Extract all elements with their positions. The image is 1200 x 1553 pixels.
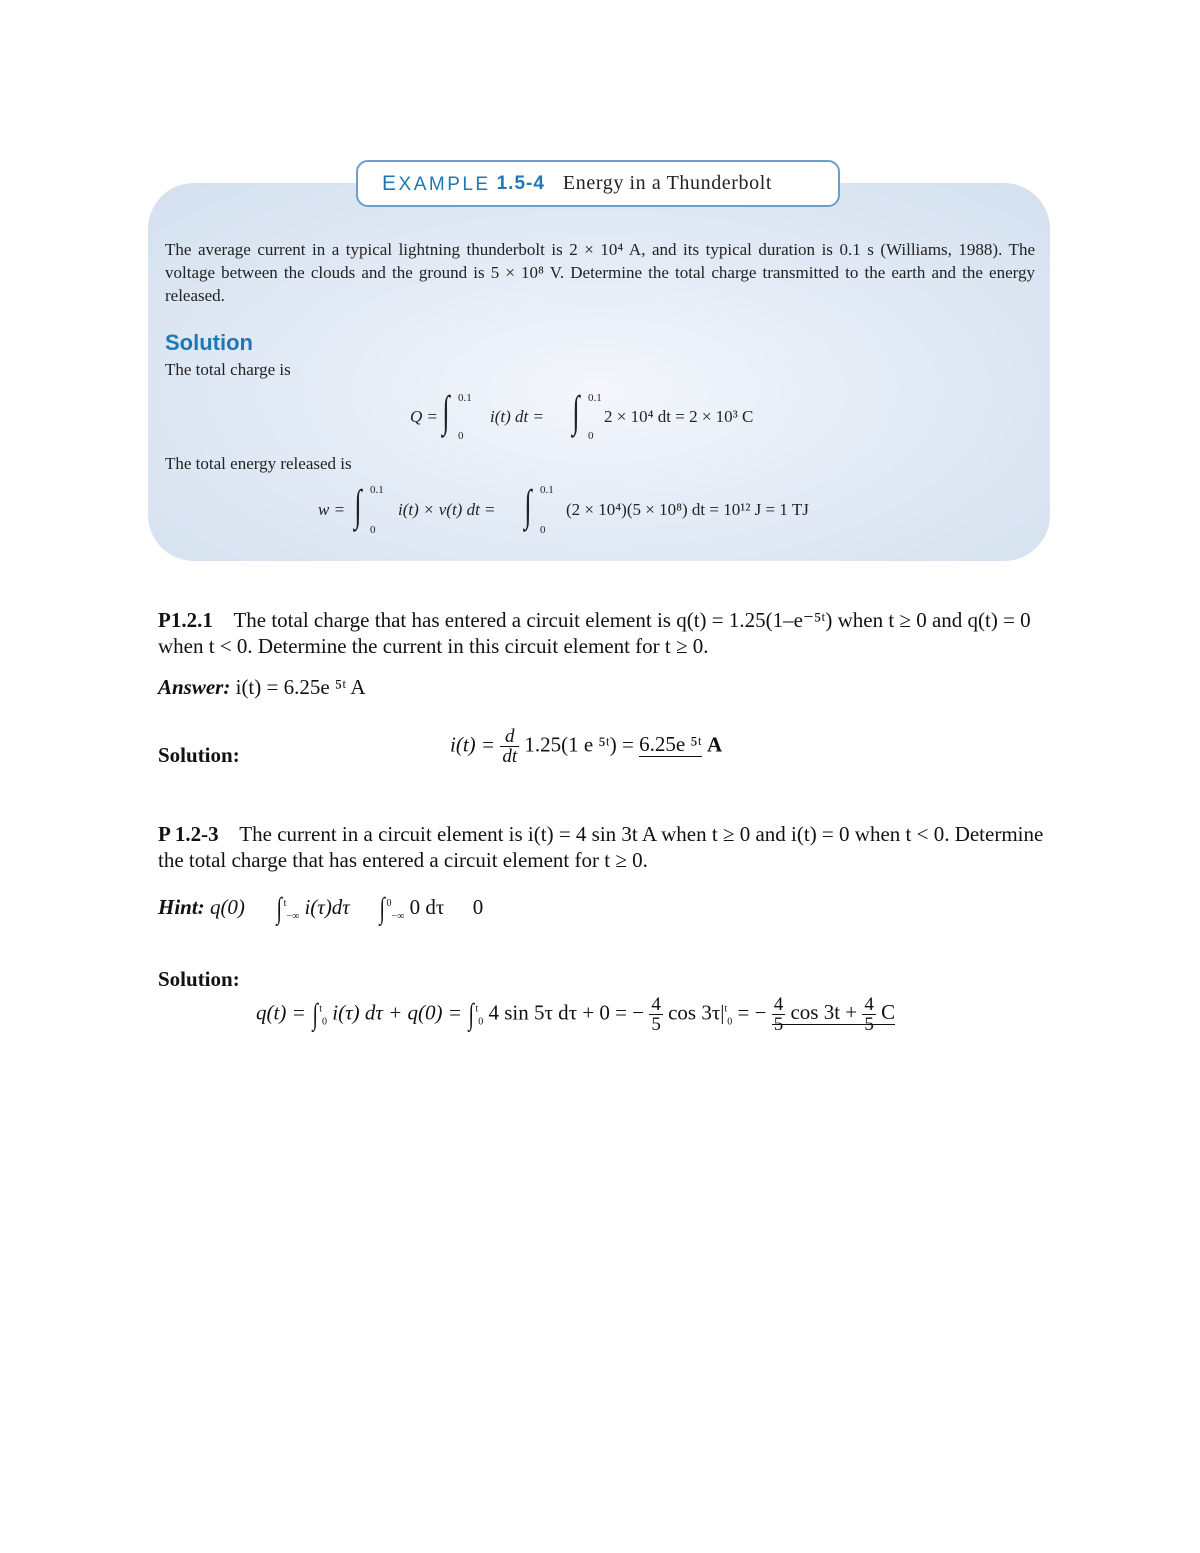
example-problem-text: The average current in a typical lightning thunderbolt is 2 × 10⁴ A, and its typical duration is 0.1 s (Williams, 1988). The voltage between the clouds and the ground is 5 × 10⁸ V. Determine the total charge transmitted to the earth and the energy released. bbox=[165, 240, 1035, 305]
integral-sign: ∫ bbox=[468, 997, 474, 1031]
sol-result: 6.25e ⁵ᵗ bbox=[639, 732, 702, 757]
final-result bbox=[772, 994, 896, 1035]
frac-den: dt bbox=[502, 746, 518, 767]
hint-lim-up: 0 bbox=[386, 897, 392, 909]
hint-int1: i(τ)dτ bbox=[304, 894, 350, 919]
sol-part2: i(τ) dτ + q(0) = bbox=[332, 1000, 462, 1025]
frac-num: d bbox=[504, 726, 515, 747]
integral-sign: ∫ bbox=[572, 387, 580, 436]
sol-lhs: i(t) = bbox=[450, 732, 496, 757]
answer-text: i(t) = 6.25e ⁵ᵗ A bbox=[235, 675, 366, 699]
solution-label: Solution: bbox=[158, 967, 240, 991]
hint-line bbox=[158, 892, 483, 932]
answer-line bbox=[158, 674, 1058, 700]
charge-eq-right: 2 × 10⁴ dt = 2 × 10³ C bbox=[604, 407, 754, 426]
hint-int2: 0 dτ bbox=[409, 894, 445, 919]
lim-low: 0 bbox=[322, 1016, 327, 1028]
hint-lim-up: t bbox=[283, 897, 287, 909]
energy-intro: The total energy released is bbox=[165, 454, 352, 473]
hint-q0: q(0) bbox=[209, 894, 245, 919]
sol-part1: q(t) = bbox=[256, 1000, 306, 1025]
answer-label: Answer: bbox=[158, 675, 231, 699]
frac-num: 4 bbox=[864, 994, 874, 1015]
charge-eq-integrand: i(t) dt = bbox=[490, 407, 544, 426]
hint-lim-low: −∞ bbox=[391, 911, 405, 922]
problem-label: P1.2.1 bbox=[158, 608, 213, 632]
sol-unit: A bbox=[707, 732, 723, 757]
problem-p1-2-1 bbox=[158, 607, 1058, 659]
frac-den: 5 bbox=[773, 1014, 784, 1035]
integral-sign: ∫ bbox=[442, 387, 450, 436]
frac-den: 5 bbox=[651, 1014, 661, 1035]
hint-label: Hint: bbox=[158, 894, 205, 919]
frac-den: 5 bbox=[864, 1014, 874, 1035]
integral-sign: ∫ bbox=[276, 892, 283, 925]
hint-result: 0 bbox=[472, 894, 484, 919]
charge-eq-left: Q = bbox=[410, 407, 438, 426]
energy-eq-integrand: i(t) × v(t) dt = bbox=[398, 500, 496, 519]
sol-unit: C bbox=[881, 1000, 896, 1025]
example-label-rest: XAMPLE bbox=[398, 173, 491, 195]
frac-num: 4 bbox=[651, 994, 661, 1015]
problem-text: The current in a circuit element is i(t) = 4 sin 3t A when t ≥ 0 and i(t) = 0 when t < 0. Determine the total charge that has entered a circuit element for t ≥ 0. bbox=[158, 822, 1044, 872]
upper-limit: 0.1 bbox=[540, 484, 554, 496]
lower-limit: 0 bbox=[588, 430, 594, 442]
fraction bbox=[649, 995, 663, 1034]
problem-text: The total charge that has entered a circuit element is q(t) = 1.25(1–e⁻⁵ᵗ) when t ≥ 0 and q(t) = 0 when t < 0. Determine the current in this circuit element for t ≥ 0. bbox=[158, 608, 1031, 658]
upper-limit: 0.1 bbox=[458, 392, 472, 404]
lim-up: t bbox=[475, 1003, 479, 1015]
sol-part4: cos 3τ| bbox=[668, 1000, 725, 1025]
lim-low: 0 bbox=[727, 1016, 733, 1028]
p1-solution-equation bbox=[450, 727, 722, 766]
integral-sign: ∫ bbox=[524, 481, 532, 530]
energy-eq-left: w = bbox=[318, 500, 346, 519]
charge-intro: The total charge is bbox=[165, 360, 291, 379]
example-header bbox=[356, 160, 840, 207]
sol-part6: cos 3t + bbox=[790, 1000, 858, 1025]
upper-limit: 0.1 bbox=[588, 392, 602, 404]
problem-p1-2-3 bbox=[158, 821, 1058, 873]
lower-limit: 0 bbox=[370, 524, 376, 536]
p2-solution-equation bbox=[256, 995, 895, 1034]
example-label bbox=[382, 172, 491, 196]
hint-lim-low: −∞ bbox=[286, 911, 300, 922]
integral-sign: ∫ bbox=[354, 481, 362, 530]
example-label-first: E bbox=[382, 171, 399, 195]
lower-limit: 0 bbox=[458, 430, 464, 442]
fraction bbox=[772, 995, 786, 1034]
sol-part3: 4 sin 5τ dτ + 0 = − bbox=[488, 1000, 645, 1025]
example-number: 1.5-4 bbox=[496, 172, 545, 194]
lim-up: t bbox=[319, 1003, 322, 1015]
integral-sign: ∫ bbox=[379, 892, 386, 925]
example-title: Energy in a Thunderbolt bbox=[562, 172, 773, 194]
fraction bbox=[862, 995, 876, 1034]
energy-eq-right: (2 × 10⁴)(5 × 10⁸) dt = 10¹² J = 1 TJ bbox=[566, 500, 809, 519]
sol-mid: 1.25(1 e ⁵ᵗ) = bbox=[524, 732, 634, 757]
lower-limit: 0 bbox=[540, 524, 546, 536]
example-solution-heading: Solution bbox=[165, 330, 253, 355]
lim-up: t bbox=[724, 1003, 728, 1015]
problem-label: P 1.2-3 bbox=[158, 822, 219, 846]
solution-label: Solution: bbox=[158, 743, 240, 767]
lim-low: 0 bbox=[478, 1016, 484, 1028]
upper-limit: 0.1 bbox=[370, 484, 384, 496]
sol-part5: = − bbox=[737, 1000, 767, 1025]
frac-num: 4 bbox=[773, 994, 784, 1015]
derivative-fraction bbox=[500, 727, 519, 766]
integral-sign: ∫ bbox=[312, 997, 318, 1031]
